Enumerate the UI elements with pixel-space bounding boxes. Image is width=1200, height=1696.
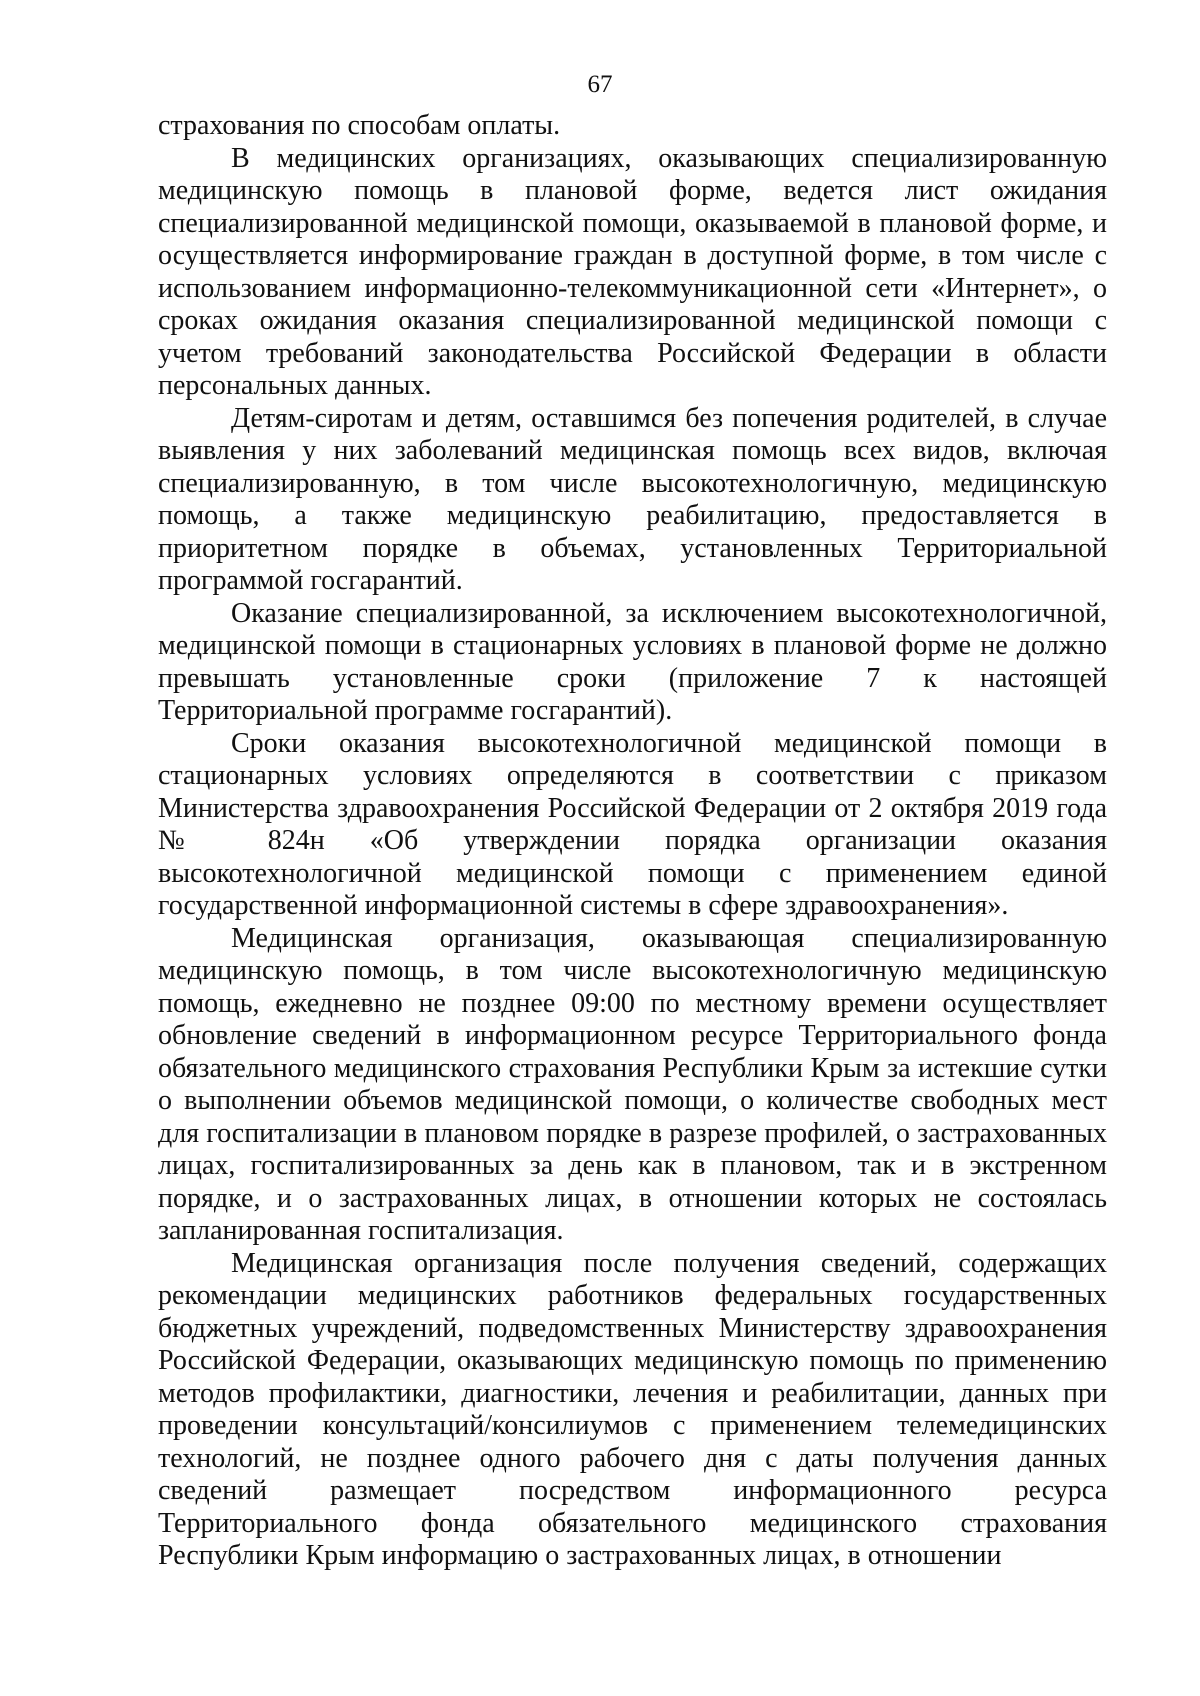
paragraph-4: Оказание специализированной, за исключением высокотехнологичной, медицинской помощи в стационарных условиях в плановой форме не должно превышать установленные сроки (приложение 7 к настоящей Территориальной программе госгарантий). xyxy=(158,597,1107,726)
paragraph-2: В медицинских организациях, оказывающих специализированную медицинскую помощь в плановой форме, ведется лист ожидания специализированной медицинской помощи, оказываемой в плановой форме, и осуществляется информирование граждан в доступной форме, в том числе с использованием информационно-телекоммуникационной сети «Интернет», о сроках ожидания оказания специализированной медицинской помощи с учетом требований законодательства Российской Федерации в области персональных данных. xyxy=(158,142,1107,401)
paragraph-5: Сроки оказания высокотехнологичной медицинской помощи в стационарных условиях определяются в соответствии с приказом Министерства здравоохранения Российской Федерации от 2 октября 2019 года № 824н «Об утверждении порядка организации оказания высокотехнологичной медицинской помощи с применением единой государственной информационной системы в сфере здравоохранения». xyxy=(158,727,1107,921)
document-body xyxy=(158,110,1107,1573)
page-number: 67 xyxy=(587,71,613,98)
paragraph-1: страхования по способам оплаты. xyxy=(158,110,561,141)
paragraph-7: Медицинская организация после получения сведений, содержащих рекомендации медицинских работников федеральных государственных бюджетных учреждений, подведомственных Министерству здравоохранения Российской Федерации, оказывающих медицинскую помощь по применению методов профилактики, диагностики, лечения и реабилитации, данных при проведении консультаций/консилиумов с применением телемедицинских технологий, не позднее одного рабочего дня с даты получения данных сведений размещает посредством информационного ресурса Территориального фонда обязательного медицинского страхования Республики Крым информацию о застрахованных лицах, в отношении xyxy=(158,1247,1107,1571)
paragraph-3: Детям-сиротам и детям, оставшимся без попечения родителей, в случае выявления у них заболеваний медицинская помощь всех видов, включая специализированную, в том числе высокотехнологичную, медицинскую помощь, а также медицинскую реабилитацию, предоставляется в приоритетном порядке в объемах, установленных Территориальной программой госгарантий. xyxy=(158,402,1107,596)
paragraph-6: Медицинская организация, оказывающая специализированную медицинскую помощь, в том числе высокотехнологичную медицинскую помощь, ежедневно не позднее 09:00 по местному времени осуществляет обновление сведений в информационном ресурсе Территориального фонда обязательного медицинского страхования Республики Крым за истекшие сутки о выполнении объемов медицинской помощи, о количестве свободных мест для госпитализации в плановом порядке в разрезе профилей, о застрахованных лицах, госпитализированных за день как в плановом, так и в экстренном порядке, и о застрахованных лицах, в отношении которых не состоялась запланированная госпитализация. xyxy=(158,922,1107,1246)
